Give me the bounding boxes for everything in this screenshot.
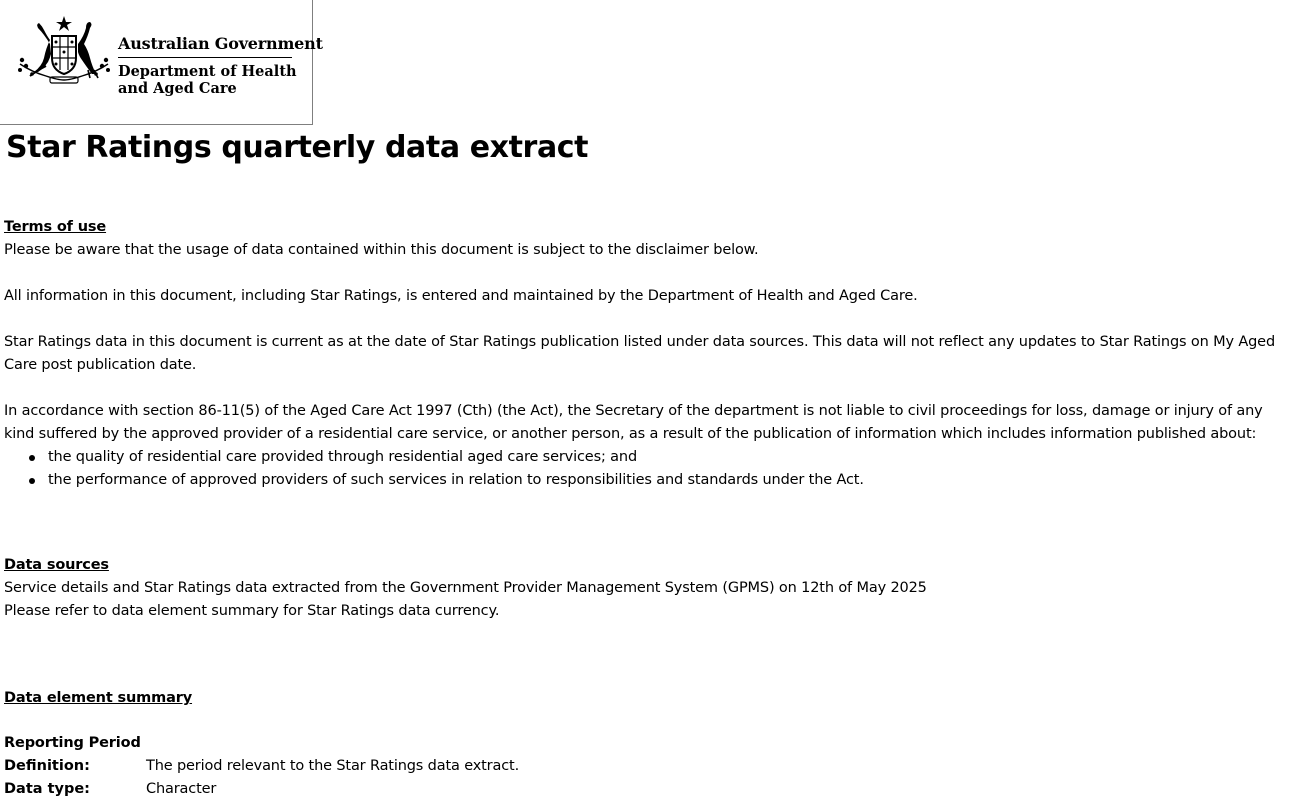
definition-value: The period relevant to the Star Ratings data extract. — [146, 758, 520, 774]
government-logo — [0, 0, 323, 125]
terms-paragraph-2: All information in this document, including Star Ratings, is entered and maintained by the Department of Health and Aged Care. — [4, 288, 918, 304]
logo-text — [118, 34, 323, 97]
coat-of-arms-icon — [16, 14, 112, 86]
bullet-icon — [29, 478, 35, 484]
terms-paragraph-3: Star Ratings data in this document is current as at the date of Star Ratings publication listed under data sources. This data will not reflect any updates to Star Ratings on My Aged Care post publication date. — [4, 334, 1275, 373]
list-item — [0, 469, 864, 492]
logo-department-line2: and Aged Care — [118, 80, 237, 97]
bullet-icon — [29, 455, 35, 461]
terms-bullet-list — [0, 446, 864, 492]
list-item — [0, 446, 864, 469]
terms-paragraph-4: In accordance with section 86-11(5) of the Aged Care Act 1997 (Cth) (the Act), the Secretary of the department is not liable to civil proceedings for loss, damage or injury of any kind suffered by the approved provider of a residential care service, or another person, as a result of the publication of information which includes information published about: — [4, 403, 1263, 442]
data-type-label: Data type: — [4, 781, 90, 797]
logo-department-line1: Department of Health — [118, 63, 297, 80]
bullet-text: the performance of approved providers of such services in relation to responsibilities and standards under the Act. — [48, 472, 864, 488]
logo-government-name: Australian Government — [118, 34, 292, 58]
terms-paragraph-1: Please be aware that the usage of data contained within this document is subject to the disclaimer below. — [4, 242, 759, 258]
data-sources-line-1: Service details and Star Ratings data extracted from the Government Provider Management System (GPMS) on 12th of May 2025 — [4, 580, 927, 596]
element-title: Reporting Period — [4, 735, 141, 751]
definition-label: Definition: — [4, 758, 90, 774]
data-sources-line-2: Please refer to data element summary for Star Ratings data currency. — [4, 603, 500, 619]
data-sources-heading: Data sources — [4, 557, 109, 573]
data-element-summary-heading: Data element summary — [4, 690, 193, 706]
data-type-value: Character — [146, 781, 217, 797]
terms-heading: Terms of use — [4, 219, 107, 235]
page-title: Star Ratings quarterly data extract — [6, 130, 589, 165]
bullet-text: the quality of residential care provided through residential aged care services; and — [48, 449, 638, 465]
